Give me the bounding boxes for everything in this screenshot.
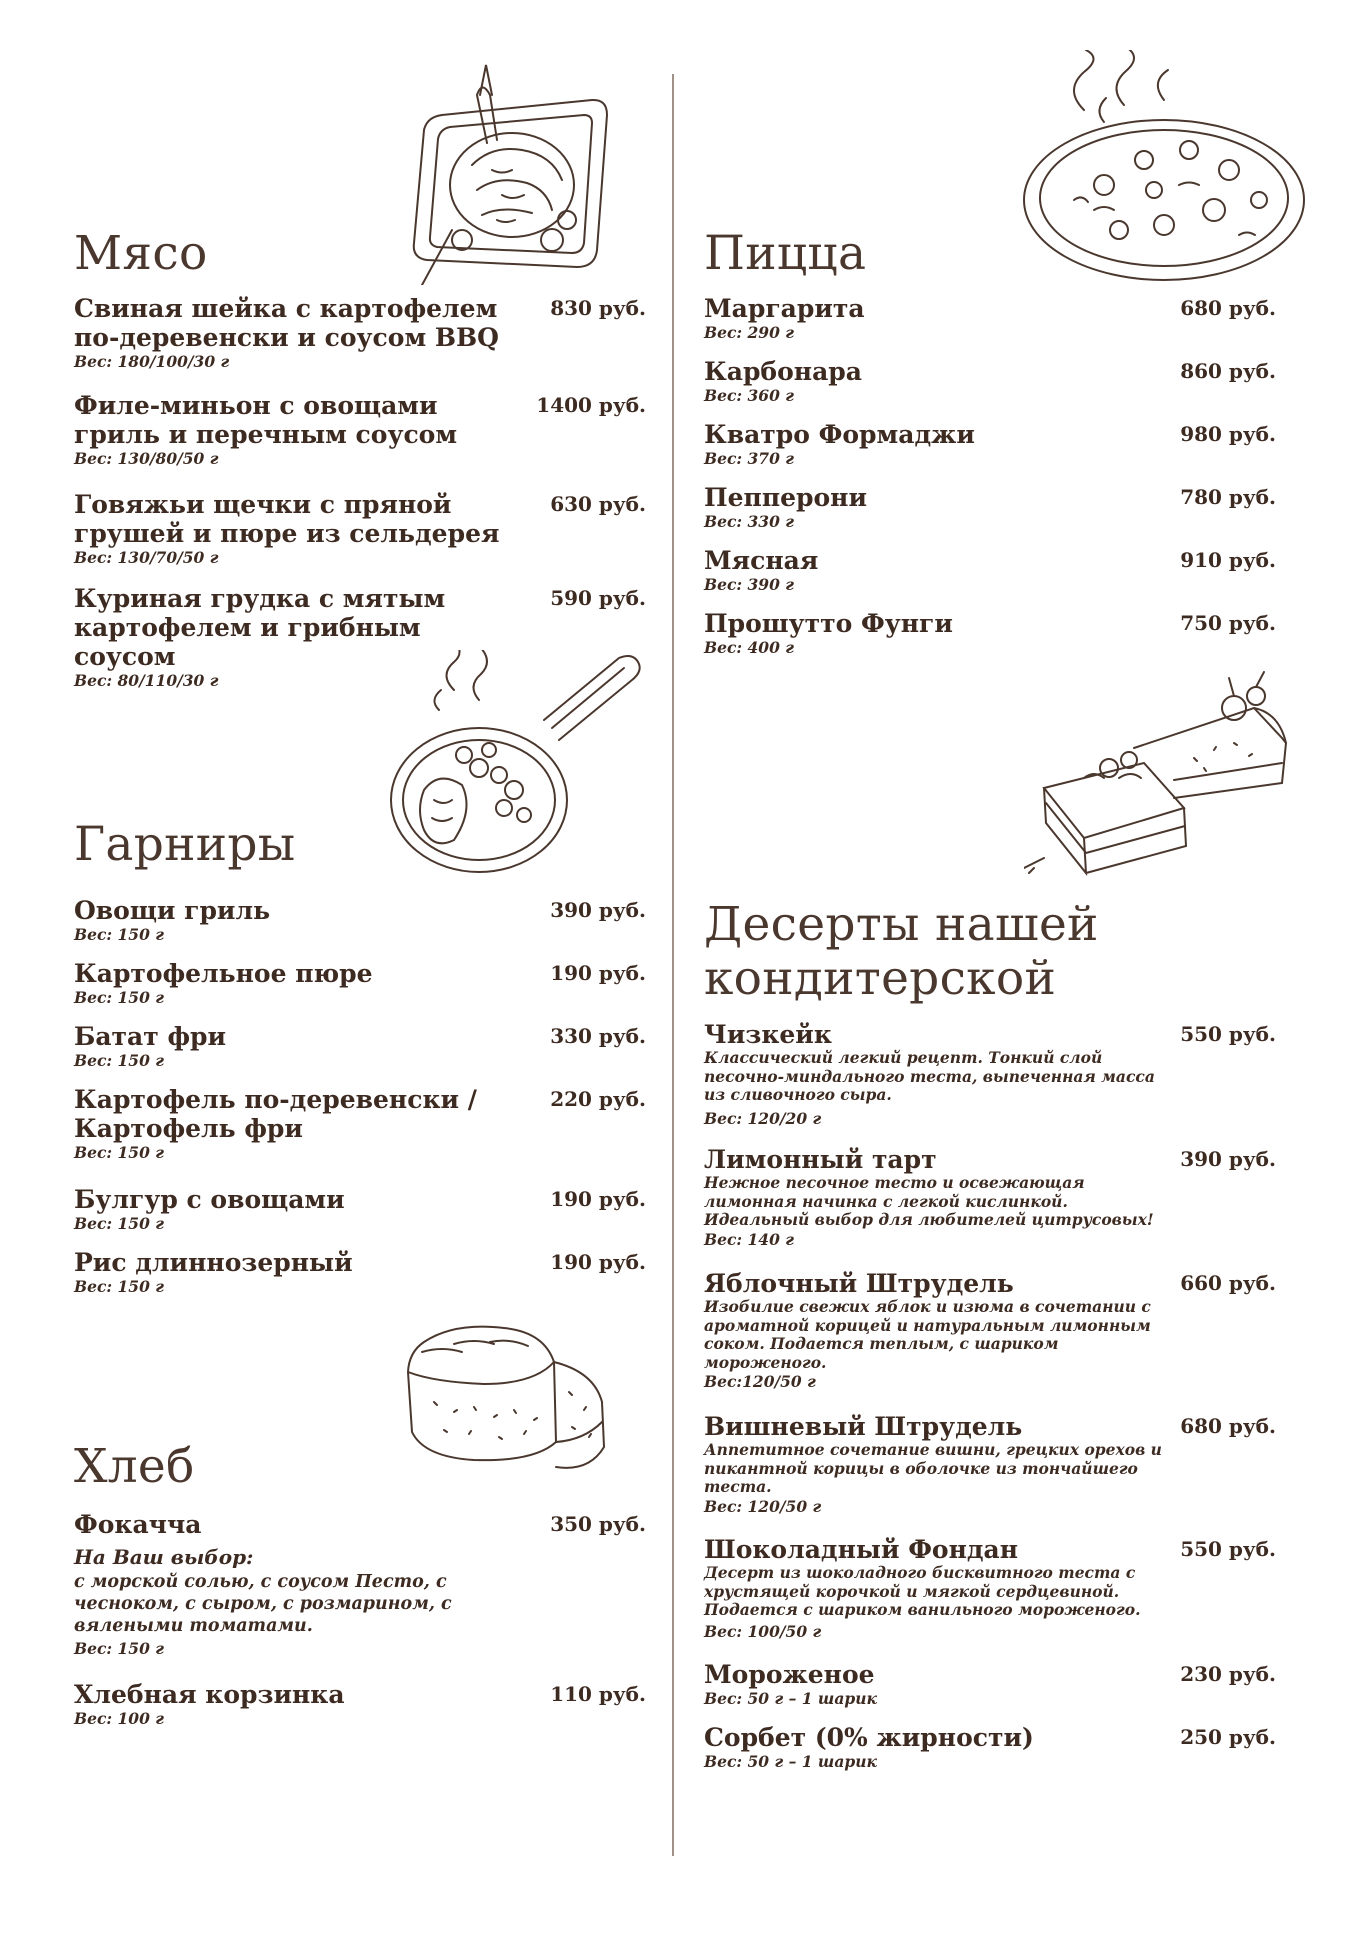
dish-price: 1400 руб. <box>536 393 646 417</box>
dish-name: Картофель по-деревенски / Картофель фри <box>74 1085 477 1143</box>
dish-weight: Вес: 150 г <box>74 1051 164 1070</box>
dish-price: 630 руб. <box>550 492 646 516</box>
dish-price: 780 руб. <box>1180 485 1276 509</box>
menu-item <box>74 1185 646 1233</box>
dish-weight: Вес: 150 г <box>74 1143 164 1162</box>
dish-name: Маргарита <box>704 294 865 323</box>
dish-weight: Вес: 150 г <box>74 1639 164 1658</box>
dish-price: 220 руб. <box>550 1087 646 1111</box>
dish-name: Прошутто Фунги <box>704 609 953 638</box>
menu-item <box>704 609 1276 657</box>
dish-weight: Вес: 50 г – 1 шарик <box>704 1689 877 1708</box>
dish-weight: Вес: 150 г <box>74 988 164 1007</box>
dish-weight: Вес: 140 г <box>704 1229 794 1249</box>
dish-weight: Вес: 100/50 г <box>704 1621 822 1641</box>
menu-item <box>704 294 1276 342</box>
dish-price: 190 руб. <box>550 1187 646 1211</box>
menu-item <box>704 1723 1276 1771</box>
dish-name: Булгур с овощами <box>74 1185 345 1214</box>
dish-weight: Вес: 100 г <box>74 1709 164 1728</box>
dish-price: 390 руб. <box>550 898 646 922</box>
dish-weight: Вес: 400 г <box>704 638 794 657</box>
dish-name: Шоколадный Фондан <box>704 1535 1019 1564</box>
section-title-sides: Гарниры <box>74 817 296 872</box>
dish-name: Мороженое <box>704 1660 875 1689</box>
dish-weight: Вес: 370 г <box>704 449 794 468</box>
menu-item <box>74 391 646 468</box>
section-title-desserts <box>704 898 1099 1006</box>
menu-item <box>704 1660 1276 1708</box>
dish-weight: Вес: 150 г <box>74 1214 164 1233</box>
dish-price: 860 руб. <box>1180 359 1276 383</box>
menu-item <box>704 483 1276 531</box>
dish-name: Вишневый Штрудель <box>704 1412 1023 1441</box>
choice-title: На Ваш выбор: <box>74 1545 254 1569</box>
dish-name: Говяжьи щечки с пряной грушей и пюре из сельдерея <box>74 490 500 548</box>
dish-weight: Вес: 180/100/30 г <box>74 352 230 371</box>
choice-text: с морской солью, с соусом Песто, с чесноком, с сыром, с розмарином, с вялеными томатами. <box>74 1572 452 1636</box>
menu-item <box>704 357 1276 405</box>
pizza-sketch <box>1014 50 1314 285</box>
dish-name: Кватро Формаджи <box>704 420 975 449</box>
dish-price: 910 руб. <box>1180 548 1276 572</box>
dish-weight: Вес: 290 г <box>704 323 794 342</box>
dish-price: 250 руб. <box>1180 1725 1276 1749</box>
dish-price: 680 руб. <box>1180 296 1276 320</box>
dish-price: 550 руб. <box>1180 1537 1276 1561</box>
dish-weight: Вес: 80/110/30 г <box>74 671 219 690</box>
dish-name: Овощи гриль <box>74 896 271 925</box>
section-title-meat: Мясо <box>74 226 208 281</box>
dish-price: 390 руб. <box>1180 1147 1276 1171</box>
dish-weight: Вес: 360 г <box>704 386 794 405</box>
dish-description: Классический легкий рецепт. Тонкий слой песочно-миндального теста, выпеченная масса из сливочного сыра. <box>704 1048 1155 1104</box>
dish-weight: Вес: 150 г <box>74 925 164 944</box>
dish-weight: Вес:120/50 г <box>704 1372 816 1391</box>
dish-name: Свиная шейка с картофелем по-деревенски и соусом BBQ <box>74 294 499 352</box>
dish-name: Рис длиннозерный <box>74 1248 353 1277</box>
dish-price: 660 руб. <box>1180 1271 1276 1295</box>
menu-item <box>74 959 646 1007</box>
menu-item <box>74 1248 646 1296</box>
menu-item <box>704 1145 1276 1249</box>
dish-name: Сорбет (0% жирности) <box>704 1723 1034 1752</box>
dish-price: 230 руб. <box>1180 1662 1276 1686</box>
dish-weight: Вес: 150 г <box>74 1277 164 1296</box>
dish-price: 190 руб. <box>550 1250 646 1274</box>
dish-description: Нежное песочное тесто и освежающая лимонная начинка с легкой кислинкой. Идеальный выбор для любителей цитрусовых! <box>704 1173 1154 1229</box>
dish-description: Десерт из шоколадного бисквитного теста с хрустящей корочкой и мягкой сердцевиной. Подается с шариком ванильного мороженого. <box>704 1563 1141 1619</box>
dish-name: Хлебная корзинка <box>74 1680 345 1709</box>
dish-weight: Вес: 130/70/50 г <box>74 548 219 567</box>
dish-weight: Вес: 390 г <box>704 575 794 594</box>
dish-price: 190 руб. <box>550 961 646 985</box>
dish-description: Изобилие свежих яблок и изюма в сочетании с ароматной корицей и натуральным лимонным соком. Подается теплым, с шариком мороженого. <box>704 1297 1151 1372</box>
dish-name: Фокачча <box>74 1510 202 1539</box>
dish-price: 830 руб. <box>550 296 646 320</box>
dish-name: Куриная грудка с мятым картофелем и грибным соусом <box>74 584 446 671</box>
menu-item <box>74 896 646 944</box>
menu-item <box>74 1680 646 1728</box>
dish-price: 750 руб. <box>1180 611 1276 635</box>
dish-weight: Вес: 50 г – 1 шарик <box>704 1752 877 1771</box>
dish-price: 110 руб. <box>550 1682 646 1706</box>
dish-name: Батат фри <box>74 1022 227 1051</box>
dish-weight: Вес: 120/20 г <box>704 1108 822 1128</box>
dish-price: 680 руб. <box>1180 1414 1276 1438</box>
bread-loaf-sketch <box>394 1322 624 1477</box>
dish-name: Яблочный Штрудель <box>704 1269 1014 1298</box>
menu-item <box>74 294 646 371</box>
dish-name: Лимонный тарт <box>704 1145 937 1174</box>
roast-chicken-sketch <box>402 55 702 285</box>
dish-weight: Вес: 130/80/50 г <box>74 449 219 468</box>
frying-pan-sketch <box>384 650 644 890</box>
dish-name: Чизкейк <box>704 1020 832 1049</box>
dish-name: Мясная <box>704 546 819 575</box>
menu-item <box>74 1085 646 1162</box>
dish-price: 550 руб. <box>1180 1022 1276 1046</box>
menu-item <box>74 490 646 567</box>
dish-name: Пепперони <box>704 483 868 512</box>
menu-item <box>704 1020 1276 1128</box>
column-divider <box>672 74 674 1856</box>
menu-item <box>74 1510 646 1658</box>
dish-weight: Вес: 330 г <box>704 512 794 531</box>
dish-name: Филе-миньон с овощами гриль и перечным соусом <box>74 391 458 449</box>
section-title-line: Десерты нашей <box>704 897 1099 952</box>
menu-item <box>704 420 1276 468</box>
section-title-line: кондитерской <box>704 951 1057 1006</box>
section-title-pizza: Пицца <box>704 226 867 281</box>
menu-item <box>704 546 1276 594</box>
section-title-bread: Хлеб <box>74 1439 195 1494</box>
menu-item <box>74 1022 646 1070</box>
cake-slices-sketch <box>1024 668 1294 878</box>
dish-weight: Вес: 120/50 г <box>704 1496 822 1516</box>
dish-price: 330 руб. <box>550 1024 646 1048</box>
dish-name: Картофельное пюре <box>74 959 373 988</box>
menu-item <box>704 1535 1276 1641</box>
dish-description: Аппетитное сочетание вишни, грецких орехов и пикантной корицы в оболочке из тончайшего теста. <box>704 1440 1162 1496</box>
menu-item <box>704 1412 1276 1516</box>
dish-price: 590 руб. <box>550 586 646 610</box>
dish-price: 350 руб. <box>550 1512 646 1536</box>
dish-name: Карбонара <box>704 357 862 386</box>
dish-price: 980 руб. <box>1180 422 1276 446</box>
menu-item <box>704 1269 1276 1391</box>
